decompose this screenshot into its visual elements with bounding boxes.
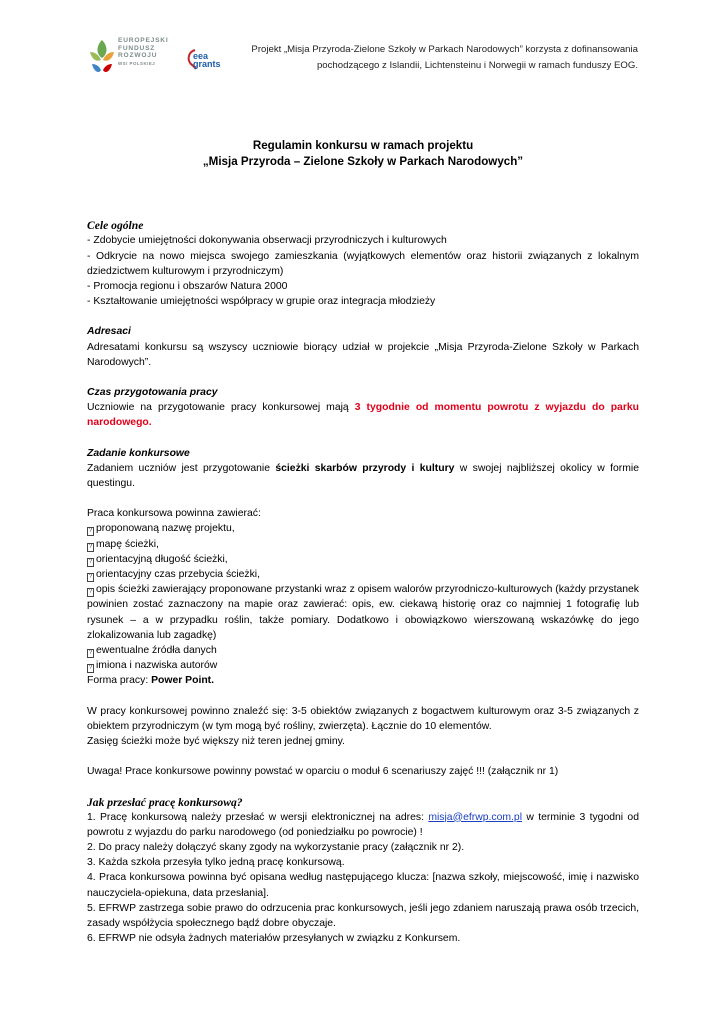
adresaci-text: Adresatami konkursu są wszyscy uczniowie biorący udział w projekcie „Misja Przyroda-Zielone Szkoły w Parkach Narodowych”. [87, 341, 639, 368]
eea-logo-top: eea [193, 51, 209, 61]
page-header [88, 36, 648, 86]
missing-glyph-icon: ? [88, 528, 93, 535]
czas-heading: Czas przygotowania pracy [87, 387, 218, 399]
forma-pracy: Forma pracy: Power Point. [87, 675, 215, 687]
funding-note: Projekt „Misja Przyroda-Zielone Szkoły w Parkach Narodowych” korzysta z dofinansowania pochodzącego z Islandii, Lichtensteinu i Norwegii w ramach funduszy EOG. [251, 44, 638, 71]
missing-glyph-icon: ? [88, 665, 93, 672]
eea-logo-bottom: grants [193, 59, 221, 69]
czas-text: Uczniowie na przygotowanie pracy konkursowej mają 3 tygodnie od momentu powrotu z wyjazdu do parku narodowego. [87, 402, 639, 429]
cele-heading: Cele ogólne [87, 219, 144, 233]
adresaci-heading: Adresaci [87, 326, 131, 338]
missing-glyph-icon: ? [88, 589, 93, 596]
praca-item: ? orientacyjny czas przebycia ścieżki, [88, 569, 261, 581]
document-title: Regulamin konkursu w ramach projektu [252, 139, 474, 152]
missing-glyph-icon: ? [88, 650, 93, 657]
zadanie-text: Zadaniem uczniów jest przygotowanie ścieżki skarbów przyrody i kultury w swojej najbliższej okolicy w formie questingu. [87, 462, 639, 490]
przeslanie-item: 5. EFRWP zastrzega sobie prawo do odrzucenia prac konkursowych, jeśli jego zdaniem naruszają prawa osób trzecich, zasady współżycia społecznego bądź dobre obyczaje. [87, 902, 639, 929]
przeslanie-item: 1. Pracę konkursową należy przesłać w wersji elektronicznej na adres: misja@efrwp.com.pl w terminie 3 tygodni od powrotu z wyjazdu do parku narodowego (od poniedziałku po powrocie) ! [87, 811, 639, 838]
cele-item: - Zdobycie umiejętności dokonywania obserwacji przyrodniczych i kulturowych [87, 235, 447, 247]
missing-glyph-icon: ? [88, 558, 93, 565]
przeslanie-heading: Jak przesłać pracę konkursową? [87, 795, 243, 809]
zadanie-heading: Zadanie konkursowe [87, 447, 190, 459]
efrwp-logo [88, 36, 183, 80]
email-link[interactable]: misja@efrwp.com.pl [428, 811, 523, 823]
przeslanie-item: 6. EFRWP nie odsyła żadnych materiałów przesyłanych w związku z Konkursem. [87, 933, 461, 945]
cele-item: - Kształtowanie umiejętności współpracy w grupie oraz integracja młodzieży [87, 296, 436, 308]
przeslanie-item: 3. Każda szkoła przesyła tylko jedną pracę konkursową. [87, 857, 345, 869]
praca-item: ? imiona i nazwiska autorów [88, 660, 218, 672]
uwaga-text: Uwaga! Prace konkursowe powinny powstać w oparciu o moduł 6 scenariuszy zajęć !!! (załącznik nr 1) [87, 766, 559, 778]
praca-item: ? opis ścieżki zawierający proponowane przystanki wraz z opisem walorów przyrodniczo-kulturowych (każdy przystanek powinien zostać zaznaczony na mapie oraz zawierać: opis, ew. ciekawą historię oraz co najmniej 1 fotografię lub rysunek – a w przypadku roślin, także pomiary. Dodatkowo i obowiązkowo wierszowaną wskazówkę do jego zlokalizowania lub zagadkę) [87, 584, 639, 641]
praca-item: ? orientacyjną długość ścieżki, [88, 553, 228, 565]
document-body [87, 138, 639, 946]
praca-item: ? ewentualne źródła danych [88, 645, 217, 657]
missing-glyph-icon: ? [88, 574, 93, 581]
cele-item: - Promocja regionu i obszarów Natura 2000 [87, 281, 288, 293]
elementy-text: W pracy konkursowej powinno znaleźć się: 3-5 obiektów związanych z bogactwem kulturowym oraz 3-5 związanych z obiektem przyrodniczym (w tym mogą być rośliny, zwierzęta). Łącznie do 10 elementów. [87, 705, 639, 732]
leaf-logo-icon [88, 38, 116, 78]
deadline-highlight: 3 tygodnie od momentu powrotu z wyjazdu do parku narodowego. [87, 402, 639, 429]
cele-item: - Odkrycie na nowo miejsca swojego zamieszkania (wyjątkowych elementów oraz historii związanych z lokalnym dziedzictwem kulturowym i przyrodniczym) [87, 250, 639, 277]
document-subtitle: „Misja Przyroda – Zielone Szkoły w Parkach Narodowych” [202, 155, 524, 169]
praca-item: ? proponowaną nazwę projektu, [88, 523, 235, 535]
efrwp-logo-text: EUROPEJSKI FUNDUSZ ROZWOJU WSI POLSKIEJ [118, 37, 169, 66]
praca-intro: Praca konkursowa powinna zawierać: [87, 508, 261, 520]
przeslanie-item: 2. Do pracy należy dołączyć skany zgody na wykorzystanie pracy (załącznik nr 2). [87, 841, 465, 853]
przeslanie-item: 4. Praca konkursowa powinna być opisana według następującego klucza: [nazwa szkoły, miejscowość, imię i nazwisko nauczyciela-opiekuna, data przesłania]. [87, 872, 639, 899]
praca-item: ? mapę ścieżki, [88, 538, 159, 550]
missing-glyph-icon: ? [88, 543, 93, 550]
zasieg-text: Zasięg ścieżki może być większy niż teren jednej gminy. [87, 736, 345, 748]
